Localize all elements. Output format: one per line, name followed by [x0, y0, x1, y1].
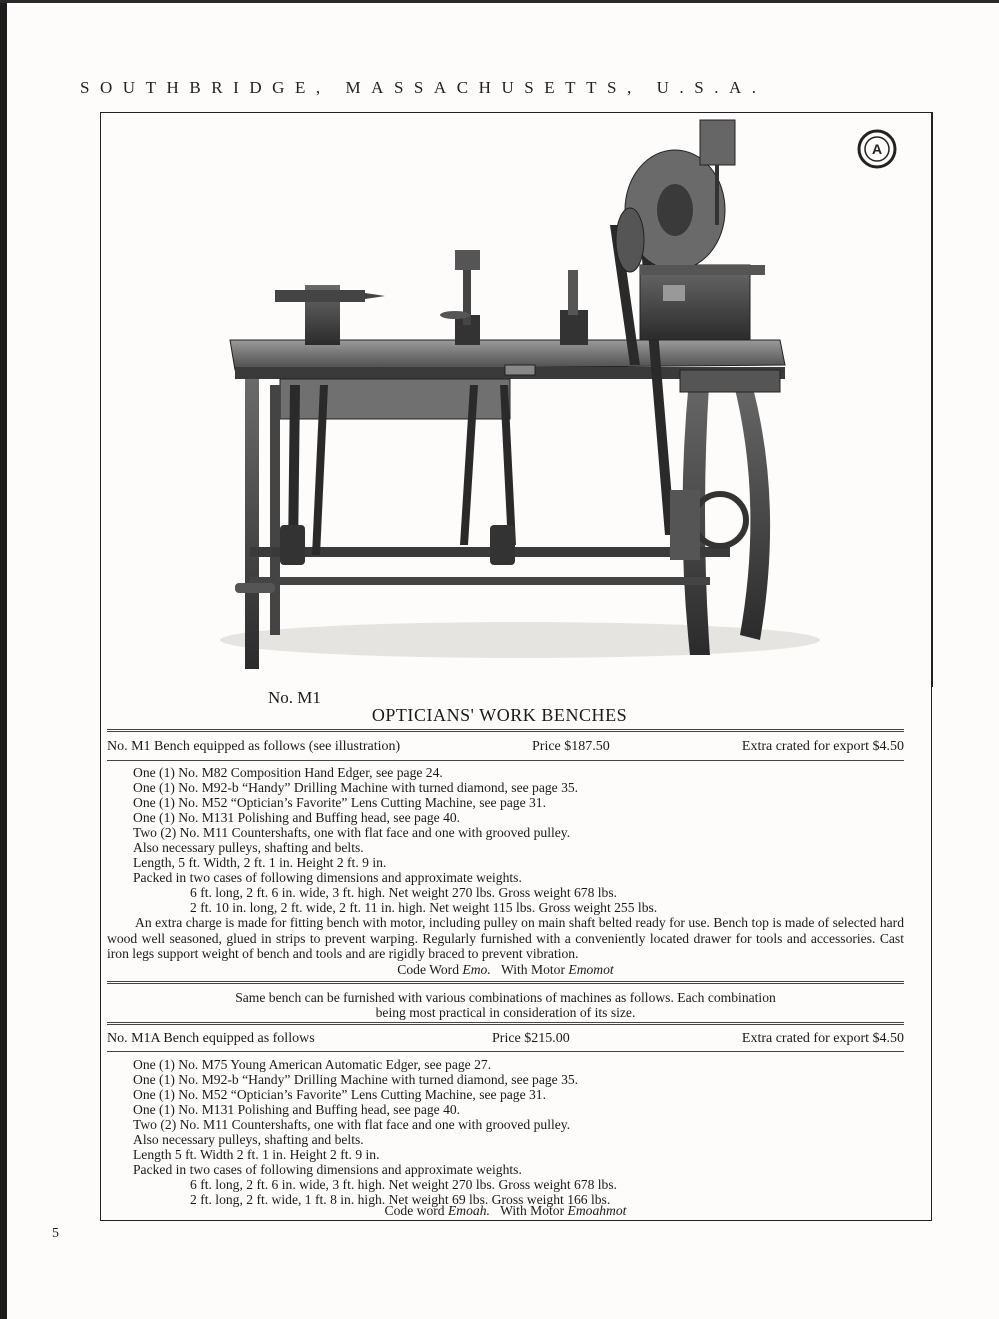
m1a-motor-prefix: With Motor: [500, 1203, 565, 1218]
illustration-caption: No. M1: [268, 688, 321, 707]
rule: [107, 760, 904, 761]
m1a-item: Packed in two cases of following dimensions and approximate weights.: [133, 1162, 522, 1177]
page-edge-shadow: [0, 0, 7, 1319]
page-number: 5: [52, 1226, 59, 1241]
m1a-code: Emoah.: [447, 1203, 490, 1218]
m1-item: Length, 5 ft. Width, 2 ft. 1 in. Height 2 ft. 9 in.: [133, 855, 387, 870]
combination-note: Same bench can be furnished with various combinations of machines as follows. Each combination: [235, 990, 776, 1005]
page-title: OPTICIANS' WORK BENCHES: [371, 705, 628, 725]
m1-item: Two (2) No. M11 Countershafts, one with flat face and one with grooved pulley.: [133, 825, 571, 840]
m1-item: Also necessary pulleys, shafting and belts.: [133, 840, 364, 855]
m1-export: Extra crated for export $4.50: [741, 739, 904, 754]
m1-item: One (1) No. M82 Composition Hand Edger, see page 24.: [133, 765, 443, 780]
work-bench-illustration: [220, 115, 920, 715]
m1a-price: Price $215.00: [492, 1031, 570, 1046]
m1-code: Emo.: [462, 962, 491, 977]
m1-packing: 6 ft. long, 2 ft. 6 in. wide, 3 ft. high. Net weight 270 lbs. Gross weight 678 lbs.: [190, 885, 618, 900]
m1-code-line: [107, 962, 904, 978]
m1a-packing: 6 ft. long, 2 ft. 6 in. wide, 3 ft. high. Net weight 270 lbs. Gross weight 678 lbs.: [190, 1177, 618, 1192]
m1a-code-line: [107, 1203, 904, 1219]
m1a-item: One (1) No. M92-b “Handy” Drilling Machine with turned diamond, see page 35.: [133, 1072, 579, 1087]
page-top-edge: [0, 0, 999, 3]
frame-bottom-rule: [100, 1220, 932, 1221]
brand-logo-icon: [856, 128, 898, 170]
m1a-code-prefix: Code word: [384, 1203, 445, 1218]
m1-motor-prefix: With Motor: [500, 962, 565, 977]
m1a-heading: No. M1A Bench equipped as follows: [107, 1031, 315, 1046]
m1-item: One (1) No. M52 “Optician’s Favorite” Lens Cutting Machine, see page 31.: [133, 795, 546, 810]
m1a-item: One (1) No. M131 Polishing and Buffing head, see page 40.: [133, 1102, 461, 1117]
rule: [107, 981, 904, 984]
m1a-item: Two (2) No. M11 Countershafts, one with flat face and one with grooved pulley.: [133, 1117, 571, 1132]
rule: [107, 729, 904, 732]
m1a-export: Extra crated for export $4.50: [741, 1031, 904, 1046]
m1-price: Price $187.50: [532, 739, 610, 754]
m1-item: One (1) No. M92-b “Handy” Drilling Machine with turned diamond, see page 35.: [133, 780, 579, 795]
m1-packing: 2 ft. 10 in. long, 2 ft. wide, 2 ft. 11 in. high. Net weight 115 lbs. Gross weight 255 lbs.: [190, 900, 658, 915]
m1-paragraph: An extra charge is made for fitting bench with motor, including pulley on main shaft belted ready for use. Bench top is made of selected hard wood well seasoned, glued in strips to prevent warping. Regularly furnished with a conveniently located drawer for tools and accessories. Cast iron legs support weight of bench and tools and are rigidly braced to prevent vibration.: [107, 915, 904, 962]
logo-letter: A: [871, 141, 883, 157]
m1a-packing: 2 ft. long, 2 ft. wide, 1 ft. 8 in. high. Net weight 69 lbs. Gross weight 166 lbs.: [190, 1192, 611, 1207]
rule: [107, 1022, 904, 1025]
m1a-item: Also necessary pulleys, shafting and belts.: [133, 1132, 364, 1147]
m1a-item: One (1) No. M75 Young American Automatic Edger, see page 27.: [133, 1057, 492, 1072]
combination-note: being most practical in consideration of its size.: [375, 1005, 636, 1020]
m1-code-prefix: Code Word: [397, 962, 460, 977]
m1a-item: Length 5 ft. Width 2 ft. 1 in. Height 2 ft. 9 in.: [133, 1147, 380, 1162]
m1-heading: No. M1 Bench equipped as follows (see illustration): [107, 739, 401, 754]
m1a-motor-code: Emoahmot: [567, 1203, 627, 1218]
frame-left-rule: [100, 112, 101, 1220]
rule: [107, 1051, 904, 1052]
page-header: SOUTHBRIDGE, MASSACHUSETTS, U.S.A.: [80, 78, 767, 97]
m1-item: One (1) No. M131 Polishing and Buffing head, see page 40.: [133, 810, 461, 825]
frame-right-rule: [931, 112, 932, 1220]
m1-motor-code: Emomot: [568, 962, 614, 977]
m1a-item: One (1) No. M52 “Optician’s Favorite” Lens Cutting Machine, see page 31.: [133, 1087, 546, 1102]
m1-item: Packed in two cases of following dimensions and approximate weights.: [133, 870, 522, 885]
